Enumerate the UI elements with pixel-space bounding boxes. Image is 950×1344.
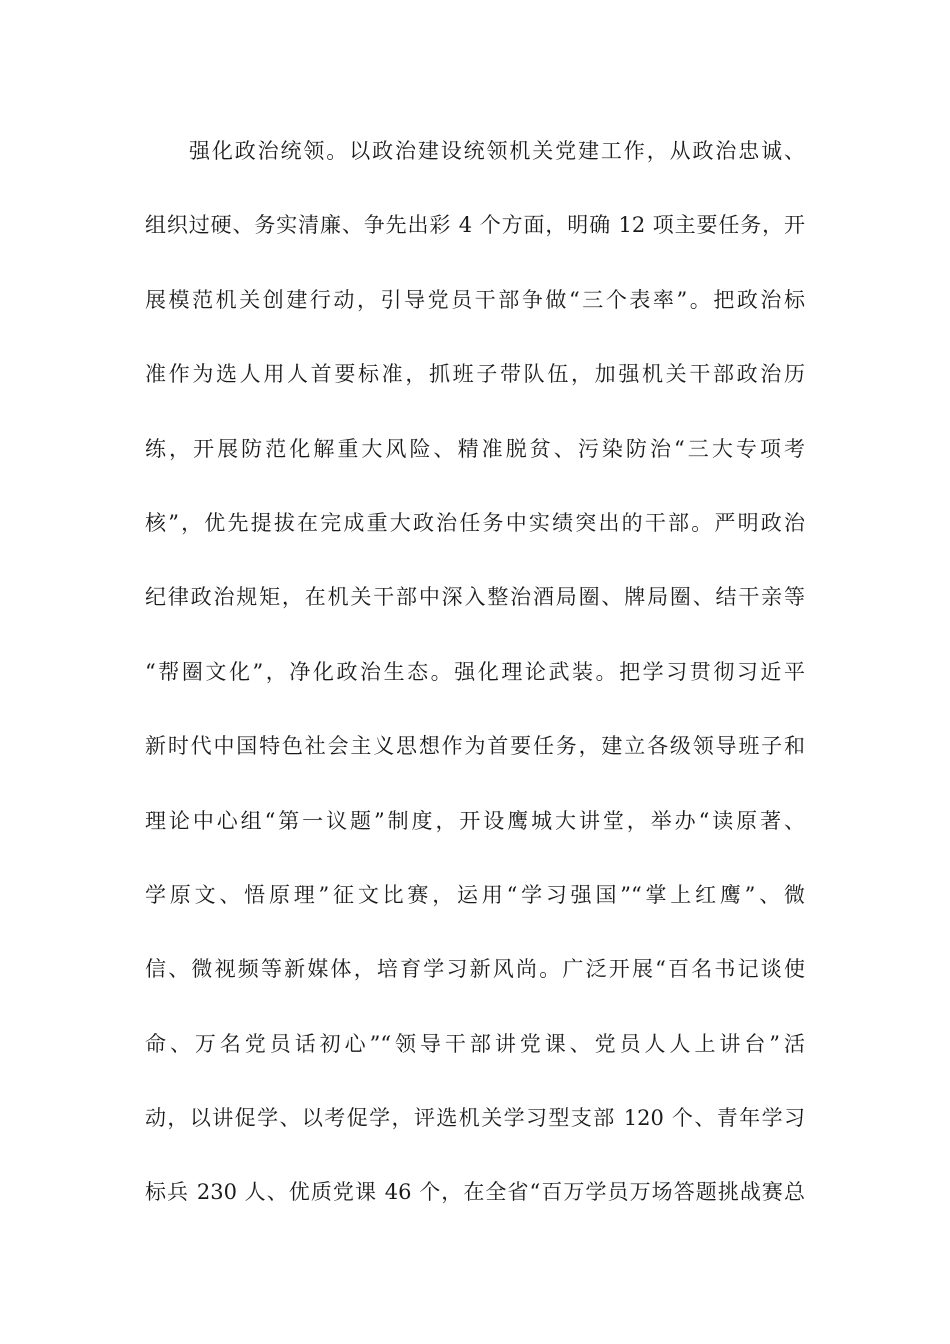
paragraph-line: 命、万名党员话初心”“领导干部讲党课、党员人人上讲台”活 bbox=[145, 1031, 805, 1056]
document-body bbox=[145, 131, 805, 1247]
paragraph-line: “帮圈文化”，净化政治生态。强化理论武装。把学习贯彻习近平 bbox=[145, 659, 805, 684]
paragraph-line: 核”，优先提拔在完成重大政治任务中实绩突出的干部。严明政治 bbox=[145, 510, 805, 535]
paragraph-line: 新时代中国特色社会主义思想作为首要任务，建立各级领导班子和 bbox=[145, 734, 805, 759]
paragraph-line: 强化政治统领。以政治建设统领机关党建工作，从政治忠诚、 bbox=[189, 139, 805, 163]
paragraph-line: 组织过硬、务实清廉、争先出彩 4 个方面，明确 12 项主要任务，开 bbox=[145, 213, 805, 238]
paragraph-line: 学原文、悟原理”征文比赛，运用“学习强国”“掌上红鹰”、微 bbox=[145, 882, 805, 907]
paragraph-line: 练，开展防范化解重大风险、精准脱贫、污染防治“三大专项考 bbox=[145, 436, 805, 461]
paragraph-line: 信、微视频等新媒体，培育学习新风尚。广泛开展“百名书记谈使 bbox=[145, 957, 805, 982]
paragraph-line: 纪律政治规矩，在机关干部中深入整治酒局圈、牌局圈、结干亲等 bbox=[145, 585, 805, 610]
paragraph-line: 展模范机关创建行动，引导党员干部争做“三个表率”。把政治标 bbox=[145, 287, 805, 312]
paragraph-line: 动，以讲促学、以考促学，评选机关学习型支部 120 个、青年学习 bbox=[145, 1106, 805, 1131]
paragraph-line: 理论中心组“第一议题”制度，开设鹰城大讲堂，举办“读原著、 bbox=[145, 808, 805, 833]
paragraph-line: 准作为选人用人首要标准，抓班子带队伍，加强机关干部政治历 bbox=[145, 362, 805, 387]
paragraph-line: 标兵 230 人、优质党课 46 个，在全省“百万学员万场答题挑战赛总 bbox=[145, 1180, 805, 1205]
